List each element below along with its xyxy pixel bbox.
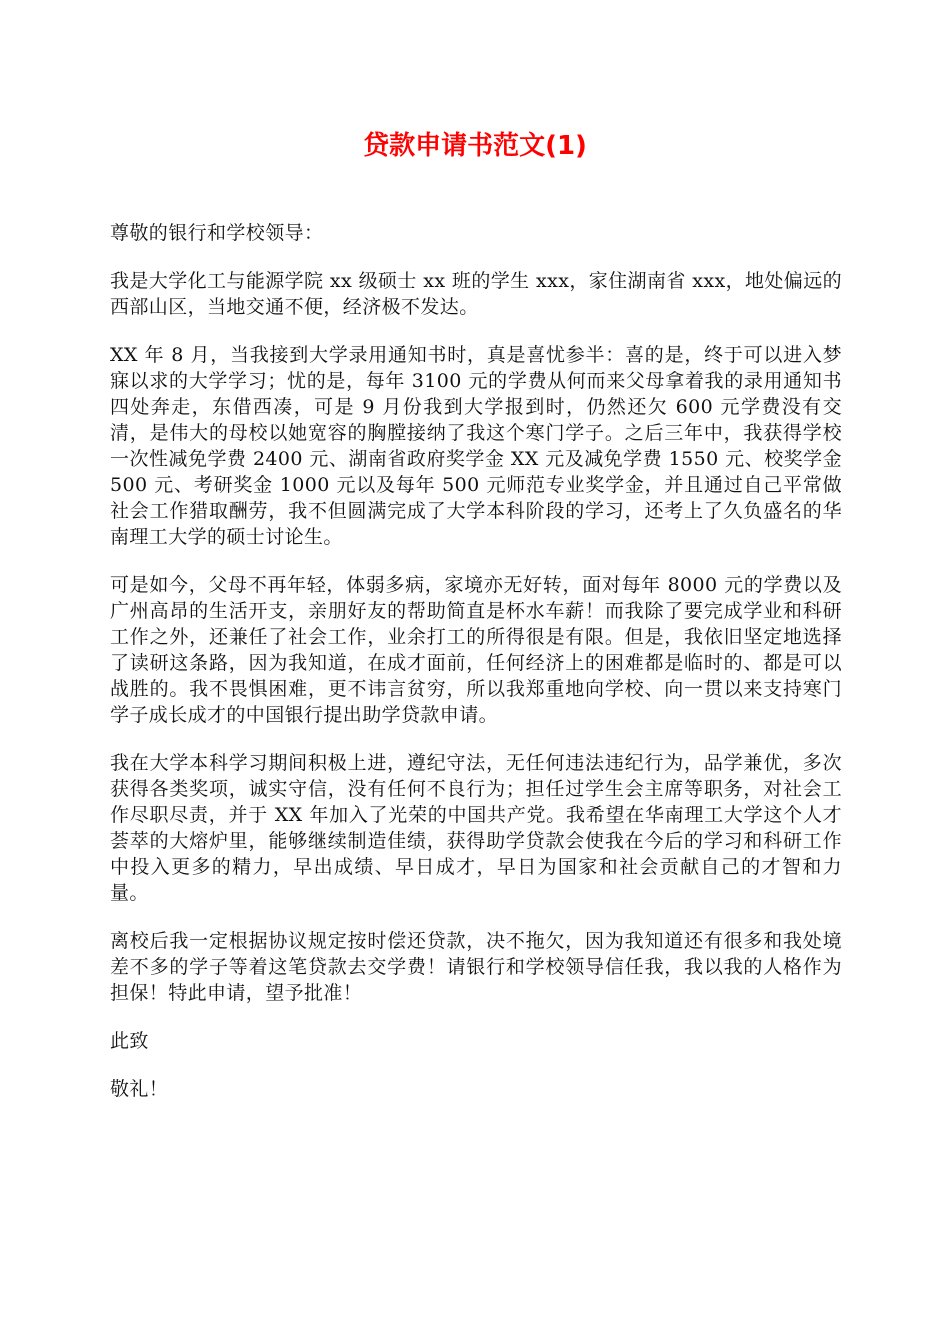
closing-line-2: 敬礼！ bbox=[110, 1078, 169, 1100]
paragraph-current-situation: 可是如今，父母不再年轻，体弱多病，家境亦无好转，面对每年 8000 元的学费以及广州高昂的生活开支，亲朋好友的帮助简直是杯水车薪！而我除了要完成学业和科研工作之外，还兼任了社会工作，业余打工的所得很是有限。但是，我依旧坚定地选择了读研这条路，因为我知道，在成才面前，任何经济上的困难都是临时的、都是可以战胜的。我不畏惧困难，更不讳言贫穷，所以我郑重地向学校、向一贯以来支持寒门学子成长成才的中国银行提出助学贷款申请。 bbox=[110, 574, 842, 726]
paragraph-character: 我在大学本科学习期间积极上进，遵纪守法，无任何违法违纪行为，品学兼优，多次获得各类奖项，诚实守信，没有任何不良行为；担任过学生会主席等职务，对社会工作尽职尽责，并于 XX 年加入了光荣的中国共产党。我希望在华南理工大学这个人才荟萃的大熔炉里，能够继续制造佳绩，获得助学贷款会使我在今后的学习和科研工作中投入更多的精力，早出成绩、早日成才，早日为国家和社会贡献自己的才智和力量。 bbox=[110, 752, 842, 904]
document-body bbox=[110, 220, 842, 1102]
paragraph-commitment: 离校后我一定根据协议规定按时偿还贷款，决不拖欠，因为我知道还有很多和我处境差不多的学子等着这笔贷款去交学费！请银行和学校领导信任我，我以我的人格作为担保！特此申请，望予批准！ bbox=[110, 930, 842, 1004]
salutation: 尊敬的银行和学校领导： bbox=[110, 222, 324, 244]
paragraph-history: XX 年 8 月，当我接到大学录用通知书时，真是喜忧参半：喜的是，终于可以进入梦寐以求的大学学习；忧的是，每年 3100 元的学费从何而来父母拿着我的录用通知书四处奔走，东借西凑，可是 9 月份我到大学报到时，仍然还欠 600 元学费没有交清，是伟大的母校以她宽容的胸膛接纳了我这个寒门学子。之后三年中，我获得学校一次性减免学费 2400 元、湖南省政府奖学金 XX 元及减免学费 1550 元、校奖学金 500 元、考研奖金 1000 元以及每年 500 元师范专业奖学金，并且通过自己平常做社会工作猎取酬劳，我不但圆满完成了大学本科阶段的学习，还考上了久负盛名的华南理工大学的硕士讨论生。 bbox=[110, 344, 842, 548]
closing-line-1: 此致 bbox=[110, 1030, 149, 1052]
paragraph-intro: 我是大学化工与能源学院 xx 级硕士 xx 班的学生 xxx，家住湖南省 xxx，地处偏远的西部山区，当地交通不便，经济极不发达。 bbox=[110, 270, 842, 318]
document-title: 贷款申请书范文(1) bbox=[363, 131, 587, 161]
